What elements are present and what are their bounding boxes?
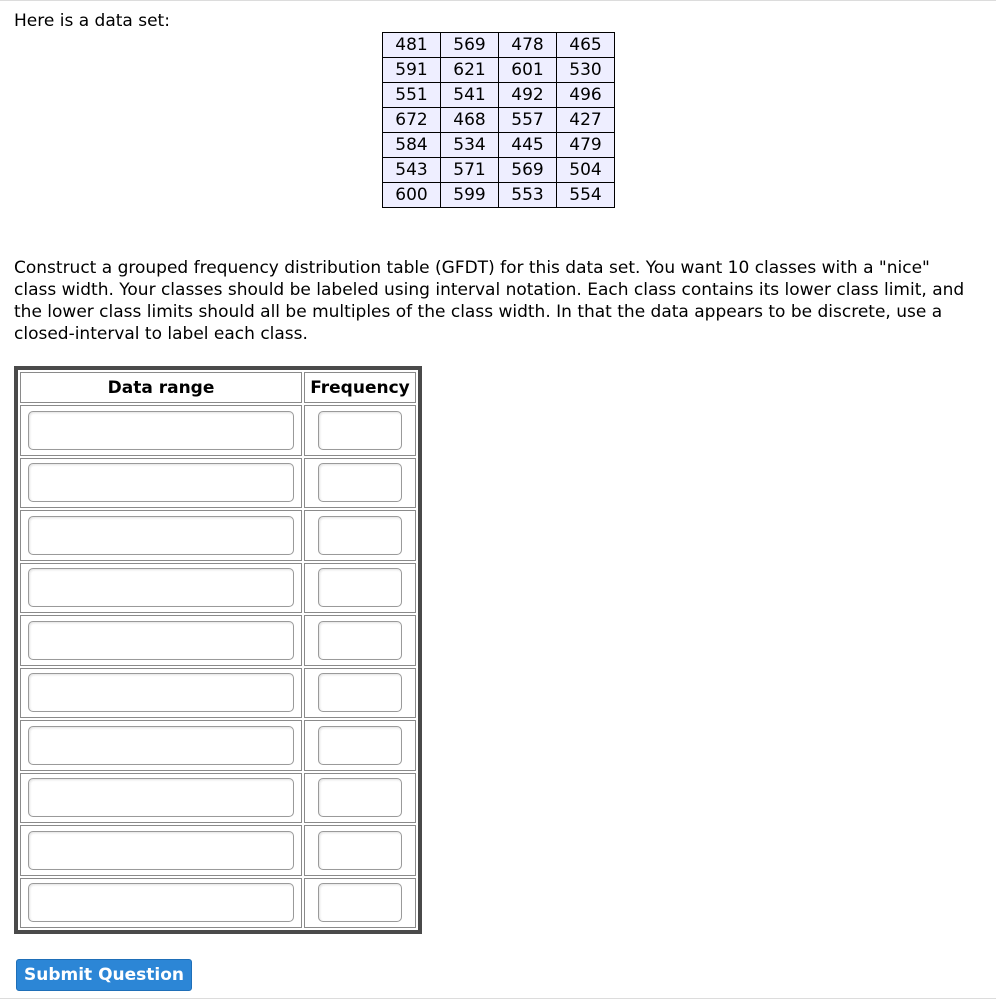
gfdt-row bbox=[20, 825, 416, 876]
frequency-cell bbox=[304, 405, 416, 456]
frequency-cell bbox=[304, 458, 416, 509]
data-value-cell: 465 bbox=[557, 33, 615, 58]
frequency-input[interactable] bbox=[318, 883, 402, 922]
frequency-cell bbox=[304, 668, 416, 719]
data-value-cell: 534 bbox=[441, 133, 499, 158]
data-range-input[interactable] bbox=[28, 568, 294, 607]
data-range-input[interactable] bbox=[28, 778, 294, 817]
gfdt-row bbox=[20, 773, 416, 824]
data-value-cell: 601 bbox=[499, 58, 557, 83]
data-value-cell: 481 bbox=[383, 33, 441, 58]
data-range-input[interactable] bbox=[28, 673, 294, 712]
data-set-row bbox=[383, 158, 615, 183]
data-value-cell: 478 bbox=[499, 33, 557, 58]
frequency-cell bbox=[304, 825, 416, 876]
frequency-cell bbox=[304, 878, 416, 929]
data-value-cell: 599 bbox=[441, 183, 499, 208]
intro-text: Here is a data set: bbox=[14, 11, 170, 31]
data-value-cell: 445 bbox=[499, 133, 557, 158]
data-range-input[interactable] bbox=[28, 516, 294, 555]
data-value-cell: 557 bbox=[499, 108, 557, 133]
data-value-cell: 571 bbox=[441, 158, 499, 183]
frequency-header: Frequency bbox=[304, 372, 416, 403]
data-set-table bbox=[382, 32, 615, 208]
data-value-cell: 530 bbox=[557, 58, 615, 83]
data-range-cell bbox=[20, 563, 302, 614]
frequency-cell bbox=[304, 720, 416, 771]
frequency-input[interactable] bbox=[318, 621, 402, 660]
frequency-cell bbox=[304, 563, 416, 614]
gfdt-answer-table bbox=[14, 366, 422, 934]
data-set-row bbox=[383, 33, 615, 58]
frequency-input[interactable] bbox=[318, 463, 402, 502]
data-value-cell: 427 bbox=[557, 108, 615, 133]
frequency-input[interactable] bbox=[318, 411, 402, 450]
data-value-cell: 496 bbox=[557, 83, 615, 108]
data-value-cell: 672 bbox=[383, 108, 441, 133]
frequency-input[interactable] bbox=[318, 831, 402, 870]
data-set-row bbox=[383, 108, 615, 133]
data-range-cell bbox=[20, 878, 302, 929]
data-value-cell: 479 bbox=[557, 133, 615, 158]
data-range-header: Data range bbox=[20, 372, 302, 403]
data-value-cell: 468 bbox=[441, 108, 499, 133]
data-range-input[interactable] bbox=[28, 621, 294, 660]
data-set-row bbox=[383, 183, 615, 208]
data-range-input[interactable] bbox=[28, 726, 294, 765]
data-range-cell bbox=[20, 825, 302, 876]
data-value-cell: 584 bbox=[383, 133, 441, 158]
data-range-cell bbox=[20, 510, 302, 561]
gfdt-row bbox=[20, 510, 416, 561]
data-value-cell: 553 bbox=[499, 183, 557, 208]
data-value-cell: 569 bbox=[499, 158, 557, 183]
data-range-cell bbox=[20, 405, 302, 456]
submit-question-button[interactable]: Submit Question bbox=[16, 959, 192, 991]
gfdt-row bbox=[20, 405, 416, 456]
data-set-row bbox=[383, 83, 615, 108]
data-value-cell: 621 bbox=[441, 58, 499, 83]
gfdt-row bbox=[20, 458, 416, 509]
question-text: Construct a grouped frequency distribution table (GFDT) for this data set. You want 10 classes with a "nice" class width. Your classes should be labeled using interval notation. Each class contains its lower class limit, and the lower class limits should all be multiples of the class width. In that the data appears to be discrete, use a closed-interval to label each class. bbox=[14, 258, 965, 344]
gfdt-row bbox=[20, 615, 416, 666]
data-value-cell: 600 bbox=[383, 183, 441, 208]
data-value-cell: 492 bbox=[499, 83, 557, 108]
data-value-cell: 591 bbox=[383, 58, 441, 83]
data-range-input[interactable] bbox=[28, 463, 294, 502]
data-value-cell: 504 bbox=[557, 158, 615, 183]
data-value-cell: 569 bbox=[441, 33, 499, 58]
gfdt-row bbox=[20, 878, 416, 929]
frequency-cell bbox=[304, 615, 416, 666]
frequency-cell bbox=[304, 773, 416, 824]
data-range-input[interactable] bbox=[28, 411, 294, 450]
data-range-cell bbox=[20, 458, 302, 509]
gfdt-row bbox=[20, 720, 416, 771]
data-value-cell: 554 bbox=[557, 183, 615, 208]
gfdt-row bbox=[20, 563, 416, 614]
frequency-input[interactable] bbox=[318, 568, 402, 607]
frequency-input[interactable] bbox=[318, 516, 402, 555]
frequency-input[interactable] bbox=[318, 726, 402, 765]
data-range-cell bbox=[20, 668, 302, 719]
data-range-cell bbox=[20, 615, 302, 666]
frequency-input[interactable] bbox=[318, 778, 402, 817]
data-set-row bbox=[383, 133, 615, 158]
data-range-cell bbox=[20, 773, 302, 824]
data-range-input[interactable] bbox=[28, 883, 294, 922]
data-value-cell: 541 bbox=[441, 83, 499, 108]
frequency-input[interactable] bbox=[318, 673, 402, 712]
gfdt-row bbox=[20, 668, 416, 719]
data-value-cell: 543 bbox=[383, 158, 441, 183]
frequency-cell bbox=[304, 510, 416, 561]
data-range-input[interactable] bbox=[28, 831, 294, 870]
data-set-row bbox=[383, 58, 615, 83]
data-range-cell bbox=[20, 720, 302, 771]
data-value-cell: 551 bbox=[383, 83, 441, 108]
